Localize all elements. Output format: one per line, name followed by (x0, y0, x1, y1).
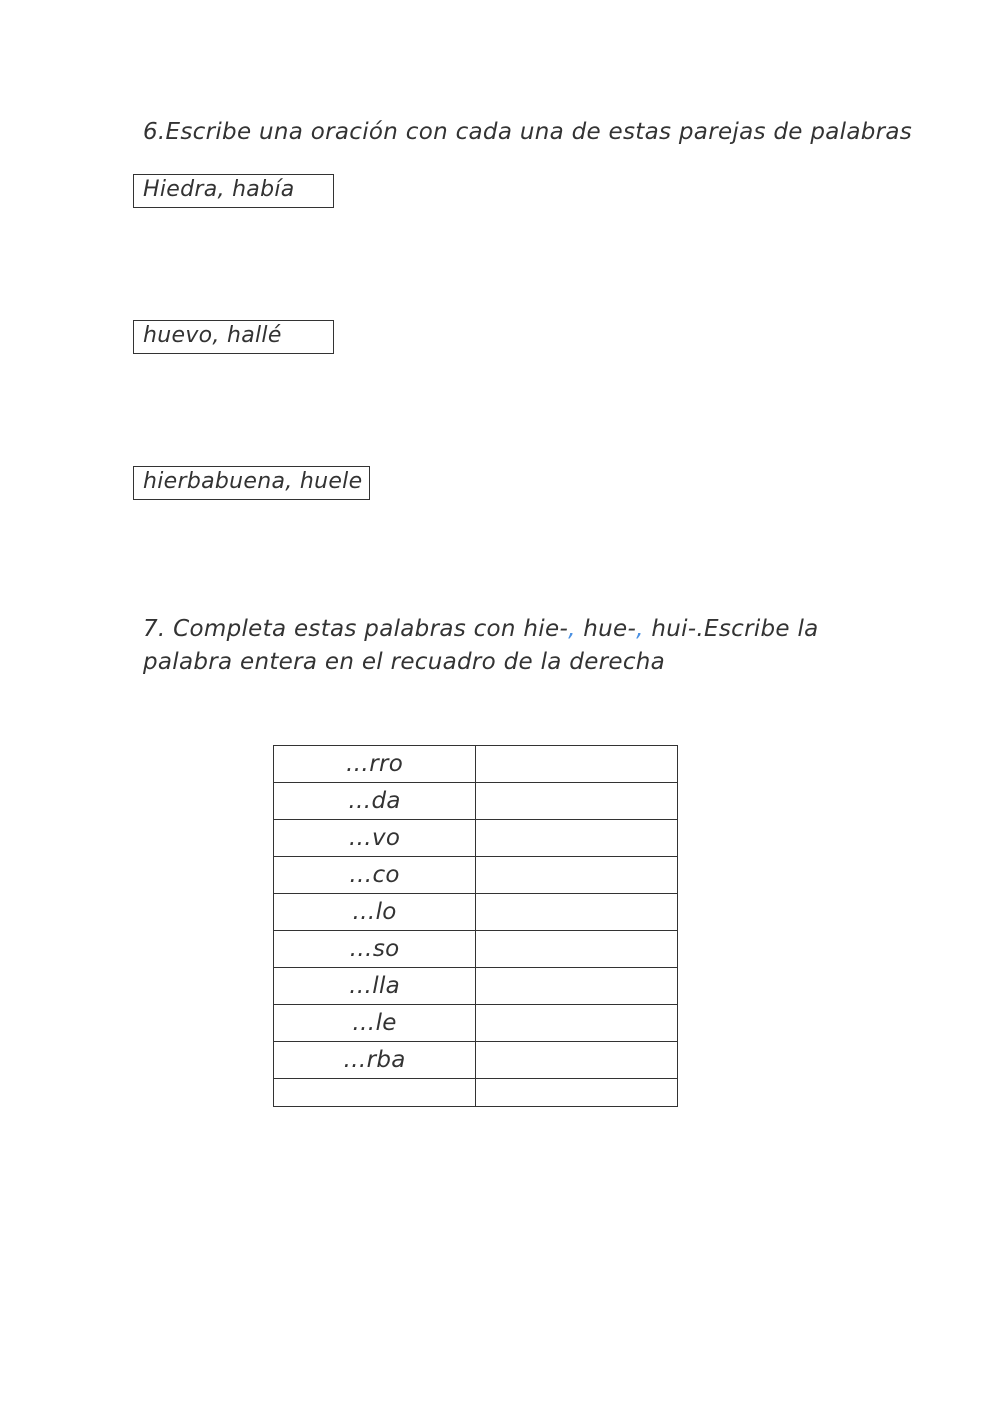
table-row (274, 968, 678, 1005)
table-row (274, 857, 678, 894)
exercise-7-instruction (143, 613, 823, 679)
word-pair-box-1: Hiedra, había (133, 174, 334, 208)
instruction-text-part-3: hui-.Escribe la palabra entera en el recuadro de la derecha (143, 616, 819, 675)
word-fragment-cell: …le (274, 1005, 476, 1042)
table-row (274, 1079, 678, 1107)
answer-cell[interactable] (476, 968, 678, 1005)
word-fragment-cell: …rba (274, 1042, 476, 1079)
answer-cell[interactable] (476, 820, 678, 857)
answer-cell[interactable] (476, 1042, 678, 1079)
table-row (274, 746, 678, 783)
table-row (274, 820, 678, 857)
answer-cell[interactable] (476, 1079, 678, 1107)
instruction-text-part-1: 7. Completa estas palabras con hie (143, 616, 560, 642)
table-row (274, 1042, 678, 1079)
table-row (274, 931, 678, 968)
answer-cell[interactable] (476, 931, 678, 968)
answer-cell[interactable] (476, 783, 678, 820)
word-fragment-cell: …lla (274, 968, 476, 1005)
word-fragment-cell: …lo (274, 894, 476, 931)
word-pair-box-2: huevo, hallé (133, 320, 334, 354)
word-fragment-cell (274, 1079, 476, 1107)
word-fragment-cell: …da (274, 783, 476, 820)
answer-cell[interactable] (476, 746, 678, 783)
exercise-6-instruction: 6.Escribe una oración con cada una de estas parejas de palabras (143, 119, 913, 145)
word-fragment-cell: …co (274, 857, 476, 894)
word-fragment-cell: …so (274, 931, 476, 968)
word-fragment-cell: …rro (274, 746, 476, 783)
answer-cell[interactable] (476, 894, 678, 931)
table-row (274, 1005, 678, 1042)
instruction-text-part-2: hue (575, 616, 628, 642)
answer-cell[interactable] (476, 1005, 678, 1042)
table-row (274, 894, 678, 931)
table-row (274, 783, 678, 820)
word-pair-box-3: hierbabuena, huele (133, 466, 370, 500)
answer-cell[interactable] (476, 857, 678, 894)
instruction-dash-2: - (627, 616, 637, 642)
word-completion-table (273, 745, 678, 1107)
instruction-dash-1: - (559, 616, 569, 642)
instruction-comma-1: , (568, 616, 576, 642)
instruction-comma-2: , (636, 616, 644, 642)
word-fragment-cell: …vo (274, 820, 476, 857)
